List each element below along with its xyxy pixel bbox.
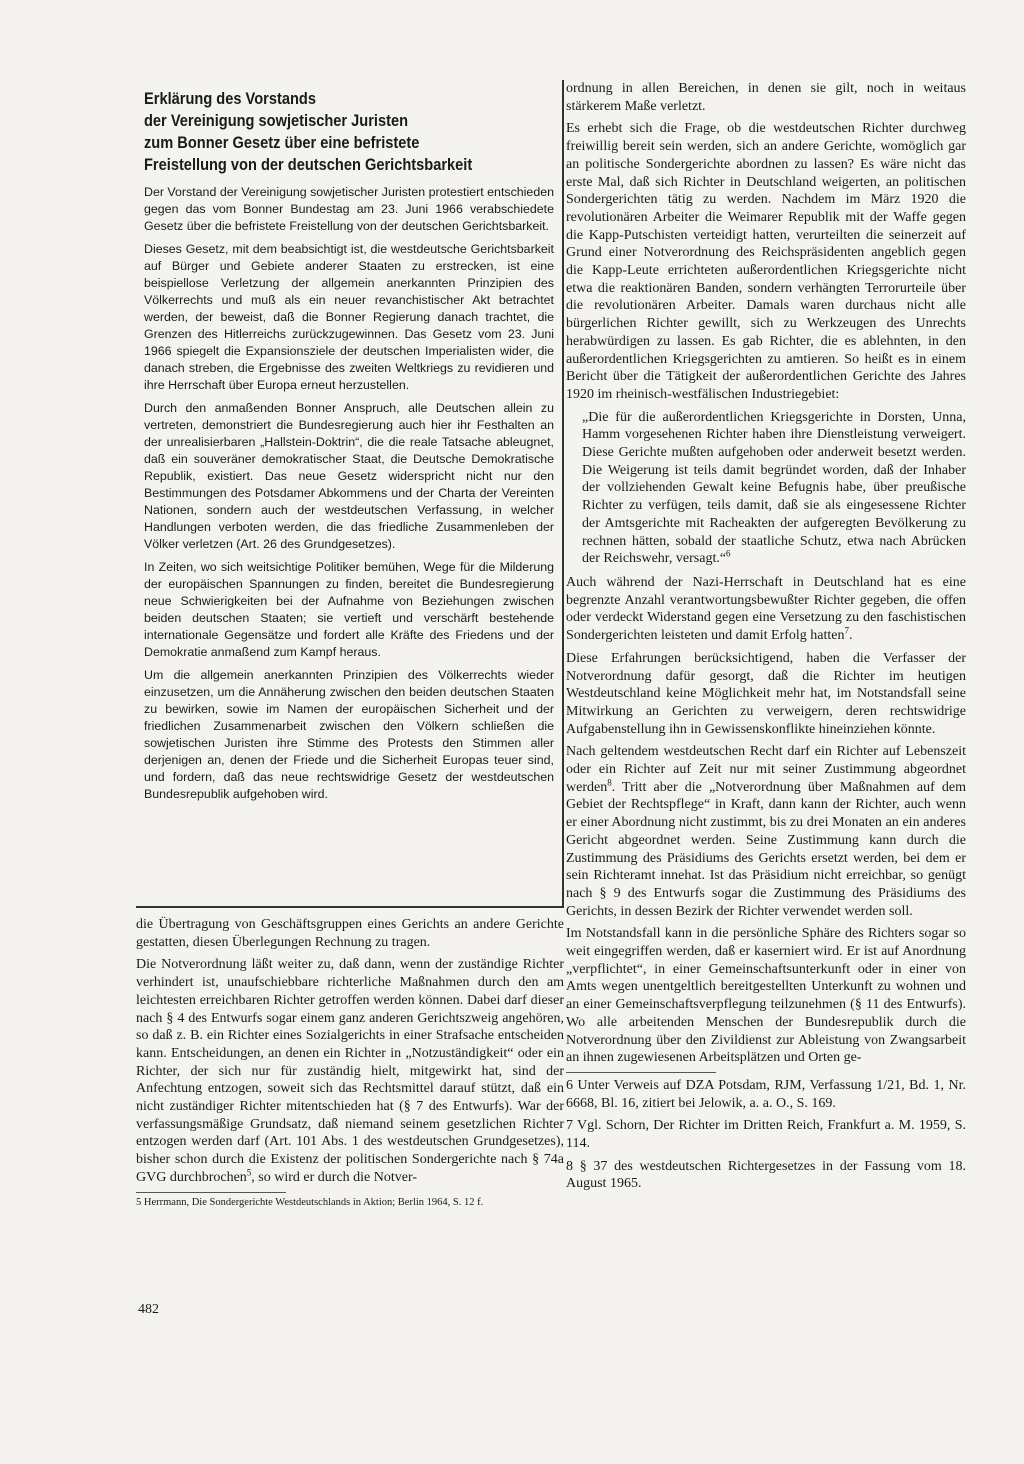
footnote: 7 Vgl. Schorn, Der Richter im Dritten Reich, Frankfurt a. M. 1959, S. 114. bbox=[566, 1118, 966, 1152]
body-paragraph: ordnung in allen Bereichen, in denen sie gilt, noch in weitaus stärkerem Maße verletzt. bbox=[566, 81, 966, 114]
footnote-ref: 8 bbox=[607, 777, 612, 788]
left-footnotes bbox=[136, 1192, 484, 1210]
declaration-box bbox=[136, 80, 564, 908]
footnote: 5 Herrmann, Die Sondergerichte Westdeutschlands in Aktion; Berlin 1964, S. 12 f. bbox=[136, 1196, 484, 1208]
body-paragraph: Auch während der Nazi-Herrschaft in Deutschland hat es eine begrenzte Anzahl verantwortungsbewußter Richter gegeben, die offen oder verdeckt Widerstand gegen eine Versetzung zu den faschistischen Sondergerichten leisteten und damit Erfolg hatten$^7$. bbox=[566, 574, 966, 644]
body-text: Die Notverordnung läßt weiter zu, daß dann, wenn der zuständige Richter verhindert ist, unaufschiebbare richterliche Maßnahmen durch den am leichtesten erreichbaren Richter getroffen werden können. Dabei darf dieser nach § 4 des Entwurfs sogar einem ganz anderen Gerichtszweig angehören, so daß z. B. ein Richter eines Sozialgerichts in einer Strafsache entscheiden kann. Entscheidungen, an denen ein Richter in „Notzuständigkeit“ oder ein Richter, der sich nur für zuständig hielt, mitgewirkt hat, sind der Anfechtung entzogen, soweit sich das Rechtsmittel darauf stützt, daß ein nicht zuständiger Richter mitentschieden hat (§ 7 des Entwurfs). War der verfassungsmäßige Grundsatz, daß niemand seinem gesetzlichen Richter entzogen werden darf (Art. 101 Abs. 1 des westdeutschen Grundgesetzes), bisher schon durch die Existenz der politischen Sondergerichte nach § 74a GVG durchbrochen bbox=[136, 957, 564, 1185]
title-line: Freistellung von der deutschen Gerichtsbarkeit bbox=[144, 155, 473, 174]
right-column bbox=[566, 80, 966, 1198]
body-text: Auch während der Nazi-Herrschaft in Deutschland hat es eine begrenzte Anzahl verantwortungsbewußter Richter gegeben, die offen oder verdeckt Widerstand gegen eine Versetzung zu den faschistischen Sondergerichten leisteten und damit Erfolg hatten bbox=[566, 574, 966, 644]
left-body bbox=[136, 916, 564, 1187]
declaration-paragraph: In Zeiten, wo sich weitsichtige Politiker bemühen, Wege für die Milderung der europäischen Spannungen zu finden, bereitet die Bundesregierung neue Schwierigkeiten bei der Aufnahme von Beziehungen zwischen beiden deutschen Staaten; sie vertieft und verschärft bestehende internationale Gegensätze und fordert alle Kräfte des Friedens und der Demokratie anmaßend zum Kampf heraus. bbox=[144, 560, 554, 659]
footnote-ref: 5 bbox=[246, 1167, 252, 1178]
footnote: 6 Unter Verweis auf DZA Potsdam, RJM, Verfassung 1/21, Bd. 1, Nr. 6668, Bl. 16, zitiert bei Jelowik, a. a. O., S. 169. bbox=[566, 1077, 966, 1111]
footnote: 8 § 37 des westdeutschen Richtergesetzes in der Fassung vom 18. August 1965. bbox=[566, 1158, 966, 1192]
declaration-paragraph: Dieses Gesetz, mit dem beabsichtigt ist, die westdeutsche Gerichtsbarkeit auf Bürger und Gebiete anderer Staaten zu erstrecken, ist eine beispiellose Verletzung der allgemein anerkannten Prinzipien des Völkerrechts und muß als ein neuer revanchistischer Akt betrachtet werden, der beweist, daß die Bonner Regierung danach trachtet, die Grenzen des Hitlerreichs zurückzugewinnen. Das Gesetz vom 23. Juni 1966 spiegelt die Expansionsziele der deutschen Imperialisten wider, die danach streben, die Ergebnisse des zweiten Weltkriegs zu revidieren und ihre Herrschaft über Europa erneut herzustellen. bbox=[144, 242, 554, 392]
declaration-paragraph: Durch den anmaßenden Bonner Anspruch, alle Deutschen allein zu vertreten, demonstriert die Bundesregierung auch hier ihr Festhalten an der unrealisierbaren „Hallstein-Doktrin“, die die reale Tatsache ableugnet, daß ein souveräner demokratischer Staat, die Deutsche Demokratische Republik, existiert. Das neue Gesetz widerspricht nicht nur den Bestimmungen des Potsdamer Abkommens und der Charta der Vereinten Nationen, sondern auch der westdeutschen Verfassung, in welcher Handlungen verboten werden, die das friedliche Zusammenleben der Völker verletzen (Art. 26 des Grundgesetzes). bbox=[144, 401, 554, 551]
declaration-title bbox=[144, 88, 553, 176]
body-paragraph: Es erhebt sich die Frage, ob die westdeutschen Richter durchweg freiwillig bereit sein werden, sich an andere Gerichte, womöglich gar an politische Sondergerichte abordnen zu lassen? Es wäre nicht das erste Mal, daß sich Richter in Deutschland weigerten, an politischen Sondergerichten tätig zu werden. Nachdem im März 1920 die revolutionären Arbeiter die Weimarer Republik mit der Waffe gegen die Kapp-Putschisten verteidigt hatten, verurteilten die seinerzeit auf Grund einer Notverordnung des Reichspräsidenten angeblich gegen die Kapp-Leute errichteten außerordentlichen Kriegsgerichte nicht etwa die reaktionären Banden, sondern verhängten Terrorurteile über die revolutionären Arbeiter. Damals waren durchaus nicht alle bürgerlichen Richter gewillt, sich zu Werkzeugen des Unrechts herabwürdigen zu lassen. Es gab Richter, die es ablehnten, in den außerordentlichen Kriegsgerichten zu amtieren. So heißt es in einem Bericht über die Tätigkeit der außerordentlichen Gerichte des Jahres 1920 im rheinisch-westfälischen Industriegebiet: bbox=[566, 121, 966, 402]
body-text: , so wird er durch die Notver- bbox=[251, 1169, 418, 1185]
title-line: der Vereinigung sowjetischer Juristen bbox=[144, 111, 409, 130]
body-text: . Tritt aber die „Notverordnung über Maßnahmen auf dem Gebiet der Rechtspflege“ in Kraft, dann kann der Richter, auch wenn er einer Abordnung nicht zustimmt, bis zu drei Monaten an ein anderes Gericht abgeordnet werden. Seine Zustimmung kann durch die Zustimmung des Präsidiums des Gerichts ersetzt werden, bei dem er sein Richteramt innehat. Ist das Präsidium nicht erreichbar, so genügt nach § 9 des Entwurfs sogar die Zustimmung des Präsidiums des Gerichts, in dessen Bezirk der Richter verwendet werden soll. bbox=[566, 779, 966, 919]
right-footnotes bbox=[566, 1072, 966, 1193]
body-paragraph: die Übertragung von Geschäftsgruppen eines Gerichts an andere Gerichte gestatten, diesen Überlegungen Rechnung zu tragen. bbox=[136, 917, 564, 950]
page-number: 482 bbox=[138, 1302, 159, 1317]
body-paragraph bbox=[136, 956, 564, 1186]
body-paragraph bbox=[566, 743, 966, 920]
body-paragraph: Im Notstandsfall kann in die persönliche Sphäre des Richters sogar so weit eingegriffen werden, daß er kaserniert wird. Er ist auf Anordnung „verpflichtet“, in einer Gemeinschaftsunterkunft oder in einer von Amts wegen unentgeltlich bereitgestellten Unterkunft zu wohnen und an einer Gemeinschaftsverpflegung teilzunehmen (§ 11 des Entwurfs). Wo alle arbeitenden Menschen der Bundesrepublik durch die Notverordnung über den Zivildienst zur Ableistung von Zwangsarbeit an ihnen zugewiesenen Arbeitsplätzen und Orten ge- bbox=[566, 926, 966, 1066]
footnote-ref: 7 bbox=[844, 625, 849, 636]
title-line: zum Bonner Gesetz über eine befristete bbox=[144, 133, 420, 152]
body-text: Nach geltendem westdeutschen Recht darf ein Richter auf Lebenszeit oder ein Richter auf Zeit nur mit seiner Zustimmung abgeordnet werden bbox=[566, 744, 966, 795]
declaration-paragraph: Um die allgemein anerkannten Prinzipien des Völkerrechts wieder einzusetzen, um die Annäherung zwischen den beiden deutschen Staaten zu bewirken, sowie im Namen der europäischen Sicherheit und der friedlichen Zusammenarbeit zwischen den Völkern schließen die sowjetischen Juristen ihre Stimme des Protests den Stimmen aller derjenigen an, denen der Friede und die Sicherheit Europas teuer sind, und fordern, daß das neue rechtswidrige Gesetz der westdeutschen Bundesrepublik aufgehoben wird. bbox=[144, 668, 554, 801]
block-quote bbox=[566, 409, 966, 568]
body-paragraph: Diese Erfahrungen berücksichtigend, haben die Verfasser der Notverordnung dafür gesorgt, daß die Richter im heutigen Westdeutschland keine Möglichkeit mehr hat, im Notstandsfall seine Mitwirkung an Gerichten zu verweigern, deren rechtswidrige Aufgabenstellung ihn in Gewissenskonflikte hineinziehen könnte. bbox=[566, 650, 966, 737]
left-column bbox=[136, 80, 564, 1211]
quote-text bbox=[566, 409, 966, 568]
quote-body: „Die für die außerordentlichen Kriegsgerichte in Dorsten, Unna, Hamm vorgesehenen Richter haben ihre Dienstleistung verweigert. Diese Gerichte mußten aufgehoben oder anderweit besetzt werden. Die Weigerung ist teils damit begründet worden, daß der Inhaber der vollziehenden Gewalt keine Befugnis habe, über preußische Richter zu verfügen, teils damit, daß sie als eingesessene Richter der Amtsgerichte mit Racheakten der aufgeregten Bevölkerung zu rechnen hätten, sobald der staatliche Schutz, etwa nach Abrücken der Reichswehr, versagt.“ bbox=[582, 409, 966, 567]
title-line: Erklärung des Vorstands bbox=[144, 89, 316, 108]
declaration-paragraph: Der Vorstand der Vereinigung sowjetischer Juristen protestiert entschieden gegen das vom Bonner Bundestag am 23. Juni 1966 verabschiedete Gesetz über die befristete Freistellung von der deutschen Gerichtsbarkeit. bbox=[144, 185, 554, 233]
footnote-ref: 6 bbox=[726, 548, 731, 559]
